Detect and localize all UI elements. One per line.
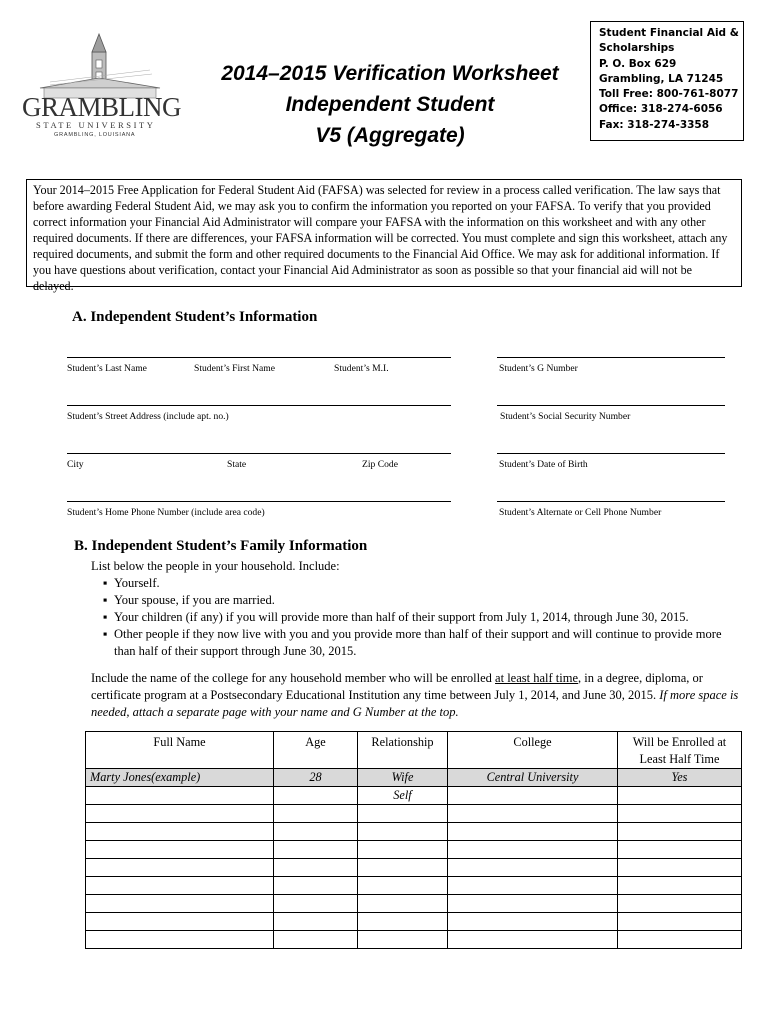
home-phone-label: Student’s Home Phone Number (include area code) xyxy=(67,507,265,518)
contact-line: P. O. Box 629 xyxy=(599,57,677,70)
cell-college[interactable] xyxy=(448,895,618,913)
alt-phone-label: Student’s Alternate or Cell Phone Number xyxy=(499,507,662,518)
intro-paragraph: Your 2014–2015 Free Application for Federal Student Aid (FAFSA) was selected for review in a process called verification. The law says that before awarding Federal Student Aid, we may ask you to confirm the information you reported on your FAFSA. To verify that you provided correct information your Financial Aid Administrator will compare your FAFSA with the information on this worksheet and with any other required documents. If there are differences, your FAFSA information will be corrected. You must complete and sign this worksheet, attach any required documents, and submit the form and other required documents to the Financial Aid Office. We may ask for additional information. If you have questions about verification, contact your Financial Aid Administrator as soon as possible so that your financial aid will not be delayed. xyxy=(26,179,742,287)
col-header-age: Age xyxy=(274,732,358,769)
cell-full-name[interactable] xyxy=(86,913,274,931)
cell-college[interactable] xyxy=(448,805,618,823)
half-time-underline: at least half time xyxy=(495,671,578,685)
grambling-logo xyxy=(20,30,182,140)
table-row xyxy=(86,877,742,895)
contact-line: Fax: 318-274-3358 xyxy=(599,118,710,131)
bullet-icon: ▪ xyxy=(103,576,108,590)
ssn-label: Student’s Social Security Number xyxy=(500,411,631,422)
example-full-name: Marty Jones(example) xyxy=(86,769,274,787)
bullet-item: Yourself. xyxy=(114,576,160,590)
contact-line: Scholarships xyxy=(599,42,675,55)
table-row xyxy=(86,931,742,949)
zip-label: Zip Code xyxy=(362,459,398,470)
college-instructions-part-a: Include the name of the college for any household member who will be enrolled xyxy=(91,671,496,685)
bullet-item: Your spouse, if you are married. xyxy=(114,593,275,607)
bullet-icon: ▪ xyxy=(103,593,108,607)
ssn-input-line[interactable] xyxy=(497,405,725,406)
bullet-icon: ▪ xyxy=(103,610,108,624)
street-address-input-line[interactable] xyxy=(67,405,451,406)
mi-label: Student’s M.I. xyxy=(334,363,389,374)
cell-age[interactable] xyxy=(274,913,358,931)
table-row xyxy=(86,913,742,931)
contact-box xyxy=(590,21,744,141)
cell-age[interactable] xyxy=(274,895,358,913)
bullet-item: Other people if they now live with you and you provide more than half of their support and will continue to provide more than half of their support through June 30, 2015. xyxy=(114,627,722,658)
title-line-2: Independent Student xyxy=(285,93,495,116)
more-space-note: If more space is needed, attach a separate page with your name and G Number at the top. xyxy=(91,687,739,719)
college-instructions xyxy=(91,670,741,720)
logo-location: GRAMBLING, LOUISIANA xyxy=(54,132,136,138)
cell-age[interactable] xyxy=(274,859,358,877)
college-instructions-part-b: , in a degree, diploma, or certificate program at a Postsecondary Educational Institution any time between July 1, 2014, and June 30, 2015. xyxy=(91,671,703,702)
dob-input-line[interactable] xyxy=(497,453,725,454)
cell-college[interactable] xyxy=(448,841,618,859)
cell-full-name[interactable] xyxy=(86,895,274,913)
contact-line: Grambling, LA 71245 xyxy=(599,72,724,85)
cell-college[interactable] xyxy=(448,913,618,931)
cell-relationship[interactable] xyxy=(358,841,448,859)
table-row xyxy=(86,805,742,823)
first-name-label: Student’s First Name xyxy=(194,363,276,374)
cell-enrolled[interactable] xyxy=(618,895,742,913)
dob-label: Student’s Date of Birth xyxy=(499,459,588,470)
cell-full-name[interactable] xyxy=(86,859,274,877)
g-number-label: Student’s G Number xyxy=(499,363,578,374)
cell-college[interactable] xyxy=(448,877,618,895)
table-row xyxy=(86,787,742,805)
state-label: State xyxy=(227,459,247,470)
cell-relationship[interactable] xyxy=(358,877,448,895)
cell-enrolled[interactable] xyxy=(618,787,742,805)
cell-enrolled[interactable] xyxy=(618,859,742,877)
household-list-intro: List below the people in your household. Include: xyxy=(91,559,340,573)
example-age: 28 xyxy=(274,769,358,787)
table-row xyxy=(86,841,742,859)
cell-relationship[interactable] xyxy=(358,895,448,913)
name-input-line[interactable] xyxy=(67,357,451,358)
cell-age[interactable] xyxy=(274,805,358,823)
table-header-row xyxy=(86,732,742,769)
home-phone-input-line[interactable] xyxy=(67,501,451,502)
col-header-enrolled: Will be Enrolled at Least Half Time xyxy=(618,732,742,769)
page-title xyxy=(180,58,600,151)
cell-enrolled[interactable] xyxy=(618,913,742,931)
cell-enrolled[interactable] xyxy=(618,931,742,949)
cell-full-name[interactable] xyxy=(86,841,274,859)
bullet-item: Your children (if any) if you will provide more than half of their support from July 1, 2014, through June 30, 2015. xyxy=(114,610,689,624)
last-name-label: Student’s Last Name xyxy=(67,363,147,374)
section-a-heading: A. Independent Student’s Information xyxy=(72,309,318,325)
col-header-college: College xyxy=(448,732,618,769)
cell-full-name[interactable] xyxy=(86,877,274,895)
table-row xyxy=(86,895,742,913)
cell-enrolled[interactable] xyxy=(618,805,742,823)
alt-phone-input-line[interactable] xyxy=(497,501,725,502)
street-address-label: Student’s Street Address (include apt. no.) xyxy=(67,411,229,422)
cell-college[interactable] xyxy=(448,787,618,805)
cell-relationship[interactable] xyxy=(358,823,448,841)
contact-line: Student Financial Aid & xyxy=(599,27,739,39)
cell-full-name[interactable] xyxy=(86,805,274,823)
cell-enrolled[interactable] xyxy=(618,877,742,895)
logo-subtitle: STATE UNIVERSITY xyxy=(36,120,156,130)
cell-age[interactable] xyxy=(274,931,358,949)
logo-wordmark: GRAMBLING xyxy=(22,92,182,122)
table-row-example xyxy=(86,769,742,787)
bullet-icon: ▪ xyxy=(103,627,108,641)
household-table xyxy=(85,731,742,949)
cell-age[interactable] xyxy=(274,877,358,895)
table-row xyxy=(86,823,742,841)
example-enrolled: Yes xyxy=(618,769,742,787)
title-line-3: V5 (Aggregate) xyxy=(315,124,465,147)
cell-college[interactable] xyxy=(448,931,618,949)
cell-full-name[interactable] xyxy=(86,931,274,949)
col-header-full-name: Full Name xyxy=(86,732,274,769)
contact-line: Toll Free: 800-761-8077 xyxy=(599,88,739,101)
col-header-relationship: Relationship xyxy=(358,732,448,769)
cell-age[interactable] xyxy=(274,787,358,805)
example-college: Central University xyxy=(448,769,618,787)
example-relationship: Wife xyxy=(358,769,448,787)
cell-full-name[interactable] xyxy=(86,787,274,805)
cell-age[interactable] xyxy=(274,823,358,841)
cell-relationship[interactable] xyxy=(358,859,448,877)
cell-college[interactable] xyxy=(448,823,618,841)
g-number-input-line[interactable] xyxy=(497,357,725,358)
cell-age[interactable] xyxy=(274,841,358,859)
contact-line: Office: 318-274-6056 xyxy=(599,103,723,116)
cell-enrolled[interactable] xyxy=(618,841,742,859)
cell-relationship-self[interactable]: Self xyxy=(358,787,448,805)
city-label: City xyxy=(67,459,84,470)
table-row xyxy=(86,859,742,877)
cell-full-name[interactable] xyxy=(86,823,274,841)
cell-college[interactable] xyxy=(448,859,618,877)
section-b-heading: B. Independent Student’s Family Information xyxy=(74,538,368,554)
title-line-1: 2014–2015 Verification Worksheet xyxy=(221,62,559,85)
cell-relationship[interactable] xyxy=(358,805,448,823)
city-state-zip-input-line[interactable] xyxy=(67,453,451,454)
cell-relationship[interactable] xyxy=(358,931,448,949)
cell-relationship[interactable] xyxy=(358,913,448,931)
cell-enrolled[interactable] xyxy=(618,823,742,841)
